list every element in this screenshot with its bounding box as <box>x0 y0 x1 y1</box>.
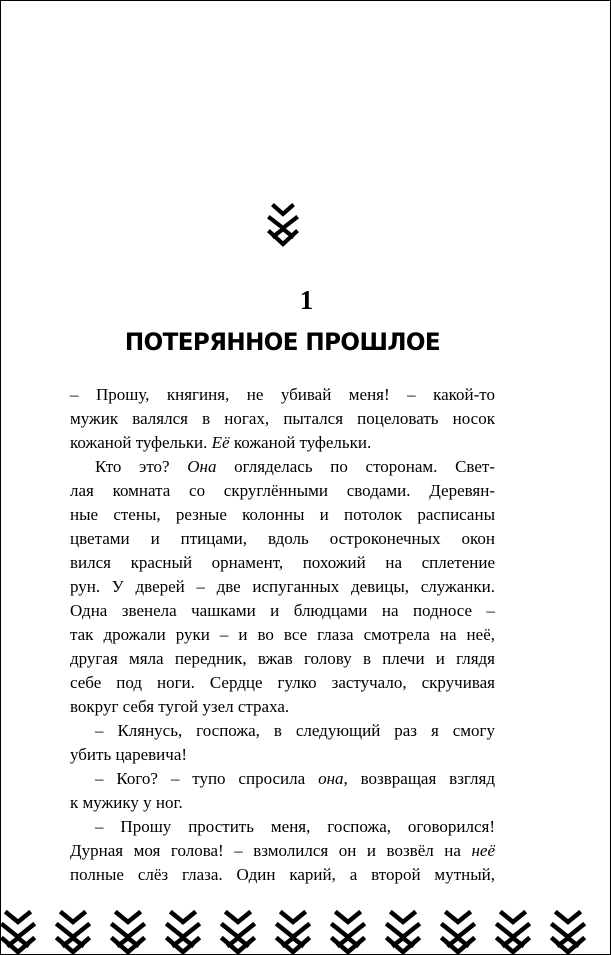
rune-border-element <box>58 913 88 952</box>
rune-border-element <box>333 913 363 952</box>
chapter-number: 1 <box>299 285 314 315</box>
text-line <box>70 479 495 503</box>
text-line <box>70 575 495 599</box>
italic-fragment: неё <box>471 841 495 860</box>
rune-border-icon <box>1 909 611 955</box>
text-fragment: Дурная моя голова! – взмолился он и возвёл на <box>70 841 472 860</box>
body-text <box>70 383 495 887</box>
text-line <box>70 743 495 767</box>
text-fragment: ные стены, резные колонны и потолок расписаны <box>70 505 495 524</box>
text-line <box>70 695 495 719</box>
text-line <box>70 839 495 863</box>
rune-border-element <box>3 913 33 952</box>
text-line <box>70 791 495 815</box>
text-fragment: вился красный орнамент, похожий на сплетение <box>70 553 495 572</box>
rune-border-element <box>223 913 253 952</box>
text-fragment: Кто это? <box>95 457 188 476</box>
rune-border-element <box>278 913 308 952</box>
text-fragment: к мужику у ног. <box>70 793 183 812</box>
text-line <box>70 551 495 575</box>
text-fragment: – Кого? – тупо спросила <box>95 769 319 788</box>
text-fragment: кожаной туфельки. <box>229 433 372 452</box>
italic-fragment: она <box>318 769 344 788</box>
italic-fragment: Её <box>211 433 230 452</box>
text-fragment: – Прошу простить меня, госпожа, оговорился! <box>95 817 495 836</box>
rune-border-element <box>113 913 143 952</box>
text-fragment: огляделась по сторонам. Свет- <box>216 457 495 476</box>
text-fragment: так дрожали руки – и во все глаза смотрела на неё, <box>70 625 495 644</box>
text-line <box>70 599 495 623</box>
text-fragment: , возвращая взгляд <box>343 769 495 788</box>
text-fragment: убить царевича! <box>70 745 188 764</box>
text-fragment: мужик валялся в ногах, пытался поцеловать носок <box>70 409 495 428</box>
rune-border-element <box>168 913 198 952</box>
rune-border-element <box>553 913 583 952</box>
rune-ornament-icon <box>266 202 300 248</box>
text-fragment: вокруг себя тугой узел страха. <box>70 697 290 716</box>
text-fragment: – Клянусь, госпожа, в следующий раз я смогу <box>95 721 495 740</box>
text-line <box>70 647 495 671</box>
text-fragment: другая мяла передник, вжав голову в плечи и глядя <box>70 649 495 668</box>
rune-border-element <box>443 913 473 952</box>
text-line <box>70 863 495 887</box>
text-line <box>70 815 495 839</box>
chapter-title: ПОТЕРЯННОЕ ПРОШЛОЕ <box>124 328 441 356</box>
text-line <box>70 383 495 407</box>
text-fragment: – Прошу, княгиня, не убивай меня! – какой-то <box>70 385 495 404</box>
italic-fragment: Она <box>187 457 217 476</box>
text-line <box>70 671 495 695</box>
text-line <box>70 407 495 431</box>
text-line <box>70 719 495 743</box>
text-fragment: лая комната со скруглёнными сводами. Деревян- <box>70 481 495 500</box>
text-line <box>70 431 495 455</box>
text-fragment: кожаной туфельки. <box>70 433 212 452</box>
text-line <box>70 767 495 791</box>
text-fragment: цветами и птицами, вдоль остроконечных окон <box>70 529 495 548</box>
text-line <box>70 455 495 479</box>
text-line <box>70 527 495 551</box>
text-line <box>70 503 495 527</box>
rune-border-element <box>388 913 418 952</box>
rune-border-element <box>498 913 528 952</box>
text-fragment: полные слёз глаза. Один карий, а второй мутный, <box>70 865 495 884</box>
text-fragment: себе под ноги. Сердце гулко застучало, скручивая <box>70 673 495 692</box>
text-fragment: Одна звенела чашками и блюдцами на подносе – <box>70 601 495 620</box>
text-line <box>70 623 495 647</box>
text-fragment: рун. У дверей – две испуганных девицы, служанки. <box>70 577 495 596</box>
